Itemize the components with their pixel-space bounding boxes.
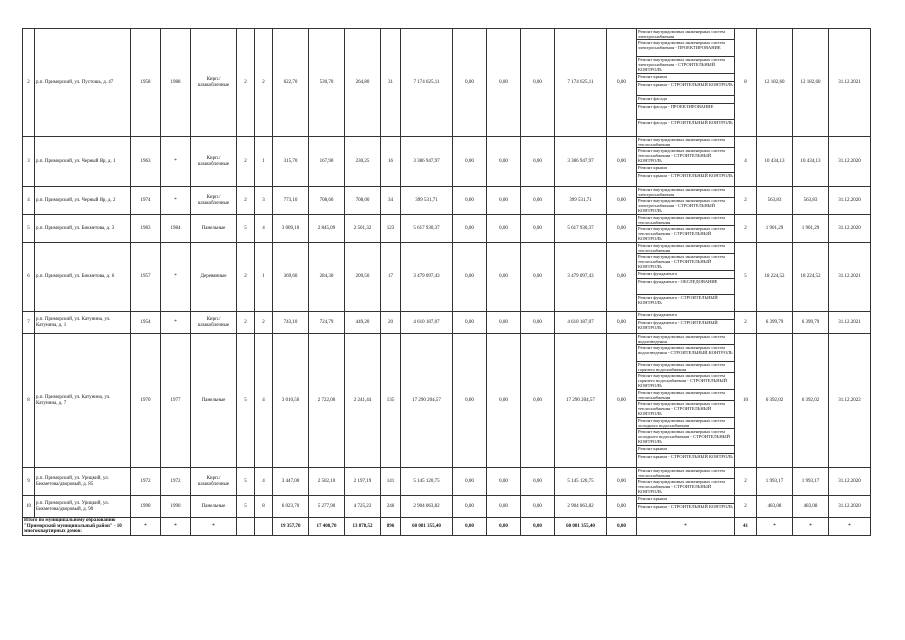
works-list-cell [637,215,735,243]
private-area-cell: 230,25 [345,137,381,187]
work-item: Ремонт фундамента [637,312,734,320]
row-number: 5 [23,215,35,243]
year-built-cell: 1990 [131,496,161,518]
address-cell: р.п. Приморский, ул. Бикметова, д. 3 [35,215,131,243]
wall-material-cell: Кирп./шлакоблочные [191,468,237,496]
local-fund-cell: 0,00 [521,187,555,215]
total-other-fund: 0,00 [607,518,637,536]
local-fund-cell: 0,00 [521,334,555,468]
works-count-cell: 4 [735,137,757,187]
cost-total-cell: 5 145 120,75 [401,468,453,496]
owners-fund-cell: 3 386 947,97 [555,137,607,187]
row-number: 9 [23,468,35,496]
total-private-area: 13 878,52 [345,518,381,536]
owners-fund-cell: 17 290 204,57 [555,334,607,468]
floors-cell: 5 [237,468,255,496]
entrances-cell: 1 [255,243,273,312]
deadline-cell: 31.12.2021 [829,243,871,312]
specific-cost-cell: 6 392,02 [757,334,793,468]
work-item: Ремонт крыши - СТРОИТЕЛЬНЫЙ КОНТРОЛЬ [638,454,733,459]
cost-total-cell: 3 479 097,43 [401,243,453,312]
entrances-cell: 4 [255,215,273,243]
other-fund-cell: 0,00 [607,334,637,468]
table-row [23,243,871,312]
work-item: Ремонт внутридомовых инженерных систем электроснабжения [637,29,734,40]
year-commissioned-cell: 1984 [161,215,191,243]
work-item: Ремонт внутридомовых инженерных систем теплоснабжения [637,243,734,254]
other-fund-cell: 0,00 [607,468,637,496]
work-item: Ремонт крыши [637,496,734,504]
work-item: Ремонт внутридомовых инженерных систем теплоснабжения [637,468,734,479]
total-federal-fund: 0,00 [453,518,487,536]
specific-cost-cell: 18 224,52 [757,243,793,312]
works-count-cell: 2 [735,187,757,215]
works-list-cell [637,334,735,468]
local-fund-cell: 0,00 [521,496,555,518]
year-commissioned-cell: 1990 [161,496,191,518]
works-list-cell [637,312,735,334]
work-item: Ремонт фасада - ПРОЕКТИРОВАНИЕ [637,104,734,120]
row-number: 4 [23,187,35,215]
work-item: Ремонт крыши [637,74,734,82]
local-fund-cell: 0,00 [521,29,555,137]
total-area-cell: 6 023,70 [273,496,309,518]
row-number: 6 [23,243,35,312]
address-cell: р.п. Приморский, ул. Черный Яр, д. 2 [35,187,131,215]
local-fund-cell: 0,00 [521,215,555,243]
entrances-cell: 8 [255,496,273,518]
row-number: 7 [23,312,35,334]
federal-fund-cell: 0,00 [453,468,487,496]
total-deadline: * [829,518,871,536]
residents-cell: 20 [381,312,401,334]
other-fund-cell: 0,00 [607,29,637,137]
work-item: Ремонт внутридомовых инженерных систем холодного водоснабжения - СТРОИТЕЛЬНЫЙ КОНТРОЛЬ [637,429,734,446]
year-commissioned-cell: 1988 [161,29,191,137]
specific-cost-cell: 1 993,17 [757,468,793,496]
work-item: Ремонт внутридомовых инженерных систем теплоснабжения - СТРОИТЕЛЬНЫЙ КОНТРОЛЬ [637,401,734,418]
address-cell: р.п. Приморский, ул. Катунина, ул. Катунина, д. 1 [35,312,131,334]
total-year-commissioned: * [161,518,191,536]
total-entrances [255,518,273,536]
work-item: Ремонт внутридомовых инженерных систем теплоснабжения [637,137,734,148]
regional-fund-cell: 0,00 [487,468,521,496]
private-area-cell: 4 725,23 [345,496,381,518]
work-item: Ремонт фундамента - СТРОИТЕЛЬНЫЙ КОНТРОЛЬ [638,320,718,330]
row-number: 2 [23,29,35,137]
residential-area-cell: 2 722,00 [309,334,345,468]
work-item: Ремонт внутридомовых инженерных систем теплоснабжения - СТРОИТЕЛЬНЫЙ КОНТРОЛЬ [638,479,725,494]
max-cost-cell: 6 399,79 [793,312,829,334]
cost-total-cell: 4 610 187,07 [401,312,453,334]
wall-material-cell: Панельные [191,334,237,468]
table-row [23,137,871,187]
year-commissioned-cell: * [161,137,191,187]
entrances-cell: 3 [255,187,273,215]
deadline-cell: 31.12.2021 [829,312,871,334]
entrances-cell: 4 [255,468,273,496]
total-area-cell: 622,70 [273,29,309,137]
residential-area-cell: 530,70 [309,29,345,137]
total-area-cell: 3 010,50 [273,334,309,468]
regional-fund-cell: 0,00 [487,312,521,334]
works-list-cell [637,468,735,496]
work-item: Ремонт внутридомовых инженерных систем электроснабжения - ПРОЕКТИРОВАНИЕ [637,40,734,57]
residential-area-cell: 284,30 [309,243,345,312]
work-item: Ремонт фасада [637,96,734,104]
floors-cell: 5 [237,334,255,468]
works-count-cell: 8 [735,29,757,137]
year-built-cell: 1972 [131,468,161,496]
wall-material-cell: Кирп./шлакоблочные [191,29,237,137]
residents-cell: 16 [381,137,401,187]
owners-fund-cell: 5 617 930,37 [555,215,607,243]
owners-fund-cell: 4 610 187,07 [555,312,607,334]
row-number: 3 [23,137,35,187]
local-fund-cell: 0,00 [521,137,555,187]
private-area-cell: 2 501,32 [345,215,381,243]
owners-fund-cell: 2 904 063,82 [555,496,607,518]
other-fund-cell: 0,00 [607,496,637,518]
work-item: Ремонт фасада - СТРОИТЕЛЬНЫЙ КОНТРОЛЬ [638,120,733,125]
total-area-cell: 773,10 [273,187,309,215]
works-count-cell: 2 [735,312,757,334]
cost-total-cell: 2 904 063,82 [401,496,453,518]
floors-cell: 2 [237,312,255,334]
repair-program-table [22,28,871,536]
year-commissioned-cell: * [161,312,191,334]
works-list-cell [637,187,735,215]
max-cost-cell: 10 434,13 [793,137,829,187]
table-row [23,334,871,468]
work-item: Ремонт фундамента - ОБСЛЕДОВАНИЕ [637,279,734,295]
work-item: Ремонт внутридомовых инженерных систем теплоснабжения [637,215,734,226]
total-area-cell: 743,10 [273,312,309,334]
works-count-cell: 5 [735,243,757,312]
max-cost-cell: 483,08 [793,496,829,518]
specific-cost-cell: 563,83 [757,187,793,215]
entrances-cell: 2 [255,312,273,334]
federal-fund-cell: 0,00 [453,312,487,334]
residents-cell: 17 [381,243,401,312]
year-commissioned-cell: * [161,187,191,215]
federal-fund-cell: 0,00 [453,187,487,215]
total-cost: 60 081 355,40 [401,518,453,536]
year-built-cell: 1970 [131,334,161,468]
local-fund-cell: 0,00 [521,312,555,334]
total-area-cell: 3 009,10 [273,215,309,243]
work-item: Ремонт внутридомовых инженерных систем теплоснабжения [637,390,734,401]
other-fund-cell: 0,00 [607,137,637,187]
work-item: Ремонт внутридомовых инженерных систем водоотведения [637,334,734,345]
cost-total-cell: 17 290 204,57 [401,334,453,468]
residential-area-cell: 724,79 [309,312,345,334]
private-area-cell: 449,20 [345,312,381,334]
work-item: Ремонт внутридомовых инженерных систем горячего водоснабжения [637,362,734,373]
private-area-cell: 209,50 [345,243,381,312]
total-regional-fund: 0,00 [487,518,521,536]
residential-area-cell: 708,60 [309,187,345,215]
wall-material-cell: Кирп./шлакоблочные [191,187,237,215]
total-area: 19 357,70 [273,518,309,536]
regional-fund-cell: 0,00 [487,243,521,312]
work-item: Ремонт внутридомовых инженерных систем электроснабжения - СТРОИТЕЛЬНЫЙ КОНТРОЛЬ [637,57,734,74]
other-fund-cell: 0,00 [607,187,637,215]
regional-fund-cell: 0,00 [487,334,521,468]
total-area-cell: 3 447,00 [273,468,309,496]
year-built-cell: 1963 [131,137,161,187]
specific-cost-cell: 6 399,79 [757,312,793,334]
federal-fund-cell: 0,00 [453,243,487,312]
work-item: Ремонт внутридомовых инженерных систем теплоснабжения - СТРОИТЕЛЬНЫЙ КОНТРОЛЬ [637,148,734,165]
residents-cell: 141 [381,468,401,496]
total-residential-area: 17 408,70 [309,518,345,536]
entrances-cell: 4 [255,334,273,468]
private-area-cell: 708,00 [345,187,381,215]
total-row [23,518,871,536]
work-item: Ремонт внутридомовых инженерных систем водоотведения - СТРОИТЕЛЬНЫЙ КОНТРОЛЬ [637,345,734,362]
private-area-cell: 2 241,44 [345,334,381,468]
other-fund-cell: 0,00 [607,312,637,334]
work-item: Ремонт крыши [637,446,734,454]
max-cost-cell: 18 224,52 [793,243,829,312]
private-area-cell: 264,80 [345,29,381,137]
owners-fund-cell: 7 174 625,11 [555,29,607,137]
work-item: Ремонт фундамента - СТРОИТЕЛЬНЫЙ КОНТРОЛЬ [638,295,718,305]
table-row [23,312,871,334]
total-residents: 896 [381,518,401,536]
work-item: Ремонт внутридомовых инженерных систем горячего водоснабжения - СТРОИТЕЛЬНЫЙ КОНТРОЛЬ [637,373,734,390]
deadline-cell: 31.12.2020 [829,496,871,518]
entrances-cell: 1 [255,137,273,187]
year-commissioned-cell: 1977 [161,334,191,468]
wall-material-cell: Кирп./шлакоблочные [191,312,237,334]
owners-fund-cell: 5 145 120,75 [555,468,607,496]
works-count-cell: 2 [735,215,757,243]
works-count-cell: 2 [735,468,757,496]
cost-total-cell: 399 531,71 [401,187,453,215]
federal-fund-cell: 0,00 [453,215,487,243]
address-cell: р.п. Приморский, ул. Катунина, ул. Катунина, д. 7 [35,334,131,468]
works-count-cell: 10 [735,334,757,468]
year-built-cell: 1958 [131,29,161,137]
owners-fund-cell: 3 479 097,43 [555,243,607,312]
deadline-cell: 31.12.2022 [829,334,871,468]
deadline-cell: 31.12.2020 [829,215,871,243]
federal-fund-cell: 0,00 [453,496,487,518]
total-works: * [637,518,735,536]
total-label: Итого по муниципальному образованию "Приморский муниципальный район" - 10 многоквартирных домов: [23,518,131,536]
floors-cell: 2 [237,187,255,215]
address-cell: р.п. Приморский, ул. Урицкий, ул. Бикметова/дворовый, д. 90 [35,496,131,518]
work-item: Ремонт крыши - СТРОИТЕЛЬНЫЙ КОНТРОЛЬ [637,82,734,96]
cost-total-cell: 3 386 947,97 [401,137,453,187]
private-area-cell: 2 197,19 [345,468,381,496]
total-year-built: * [131,518,161,536]
total-local-fund: 0,00 [521,518,555,536]
max-cost-cell: 1 901,29 [793,215,829,243]
residents-cell: 246 [381,496,401,518]
residential-area-cell: 2 502,10 [309,468,345,496]
year-built-cell: 1974 [131,187,161,215]
floors-cell: 2 [237,137,255,187]
residential-area-cell: 5 277,90 [309,496,345,518]
total-wall-material: * [191,518,237,536]
total-specific-cost: * [757,518,793,536]
federal-fund-cell: 0,00 [453,29,487,137]
works-list-cell [637,243,735,312]
table-row [23,187,871,215]
deadline-cell: 31.12.2020 [829,137,871,187]
works-list-cell [637,29,735,137]
local-fund-cell: 0,00 [521,243,555,312]
wall-material-cell: Кирп./шлакоблочные [191,137,237,187]
residential-area-cell: 167,90 [309,137,345,187]
max-cost-cell: 12 182,60 [793,29,829,137]
residential-area-cell: 2 845,09 [309,215,345,243]
address-cell: р.п. Приморский, ул. Пустошь, д. 47 [35,29,131,137]
deadline-cell: 31.12.2020 [829,468,871,496]
work-item: Ремонт крыши - СТРОИТЕЛЬНЫЙ КОНТРОЛЬ [638,173,733,178]
regional-fund-cell: 0,00 [487,215,521,243]
residents-cell: 34 [381,187,401,215]
table-body [23,29,871,536]
floors-cell: 2 [237,29,255,137]
max-cost-cell: 6 392,02 [793,334,829,468]
table-row [23,29,871,137]
max-cost-cell: 1 993,17 [793,468,829,496]
works-count-cell: 2 [735,496,757,518]
work-item: Ремонт фундамента [637,271,734,279]
year-built-cell: 1954 [131,312,161,334]
owners-fund-cell: 399 531,71 [555,187,607,215]
work-item: Ремонт крыши [637,165,734,173]
year-commissioned-cell: 1972 [161,468,191,496]
work-item: Ремонт внутридомовых инженерных систем теплоснабжения - СТРОИТЕЛЬНЫЙ КОНТРОЛЬ [637,254,734,271]
row-number: 10 [23,496,35,518]
wall-material-cell: Панельные [191,496,237,518]
deadline-cell: 31.12.2020 [829,187,871,215]
regional-fund-cell: 0,00 [487,187,521,215]
residents-cell: 123 [381,215,401,243]
floors-cell: 5 [237,215,255,243]
floors-cell: 5 [237,496,255,518]
wall-material-cell: Панельные [191,215,237,243]
wall-material-cell: Деревянные [191,243,237,312]
other-fund-cell: 0,00 [607,215,637,243]
year-built-cell: 1957 [131,243,161,312]
total-owners-fund: 60 081 355,40 [555,518,607,536]
table-row [23,215,871,243]
total-area-cell: 315,70 [273,137,309,187]
capital-repair-table-page [22,28,871,536]
floors-cell: 2 [237,243,255,312]
works-list-cell [637,137,735,187]
table-row [23,496,871,518]
federal-fund-cell: 0,00 [453,334,487,468]
works-list-cell [637,496,735,518]
other-fund-cell: 0,00 [607,243,637,312]
year-built-cell: 1983 [131,215,161,243]
total-floors [237,518,255,536]
federal-fund-cell: 0,00 [453,137,487,187]
table-row [23,468,871,496]
address-cell: р.п. Приморский, ул. Черный Яр, д. 1 [35,137,131,187]
residents-cell: 31 [381,29,401,137]
max-cost-cell: 563,83 [793,187,829,215]
work-item: Ремонт внутридомовых инженерных систем холодного водоснабжения [637,418,734,429]
regional-fund-cell: 0,00 [487,496,521,518]
work-item: Ремонт внутридомовых инженерных систем электроснабжения [637,187,734,198]
regional-fund-cell: 0,00 [487,137,521,187]
specific-cost-cell: 1 901,29 [757,215,793,243]
specific-cost-cell: 12 182,60 [757,29,793,137]
total-max-cost: * [793,518,829,536]
local-fund-cell: 0,00 [521,468,555,496]
work-item: Ремонт внутридомовых инженерных систем теплоснабжения - СТРОИТЕЛЬНЫЙ КОНТРОЛЬ [638,226,725,241]
cost-total-cell: 5 617 930,37 [401,215,453,243]
address-cell: р.п. Приморский, ул. Бикметова, д. 6 [35,243,131,312]
deadline-cell: 31.12.2021 [829,29,871,137]
work-item: Ремонт крыши - СТРОИТЕЛЬНЫЙ КОНТРОЛЬ [638,504,733,509]
residents-cell: 135 [381,334,401,468]
work-item: Ремонт внутридомовых инженерных систем электроснабжения - СТРОИТЕЛЬНЫЙ КОНТРОЛЬ [638,198,725,213]
row-number: 8 [23,334,35,468]
address-cell: р.п. Приморский, ул. Урицкий, ул. Бикметова/дворовый, д. 85 [35,468,131,496]
cost-total-cell: 7 174 625,11 [401,29,453,137]
total-works-count: 41 [735,518,757,536]
entrances-cell: 2 [255,29,273,137]
total-area-cell: 369,60 [273,243,309,312]
specific-cost-cell: 10 434,13 [757,137,793,187]
year-commissioned-cell: * [161,243,191,312]
regional-fund-cell: 0,00 [487,29,521,137]
specific-cost-cell: 483,08 [757,496,793,518]
